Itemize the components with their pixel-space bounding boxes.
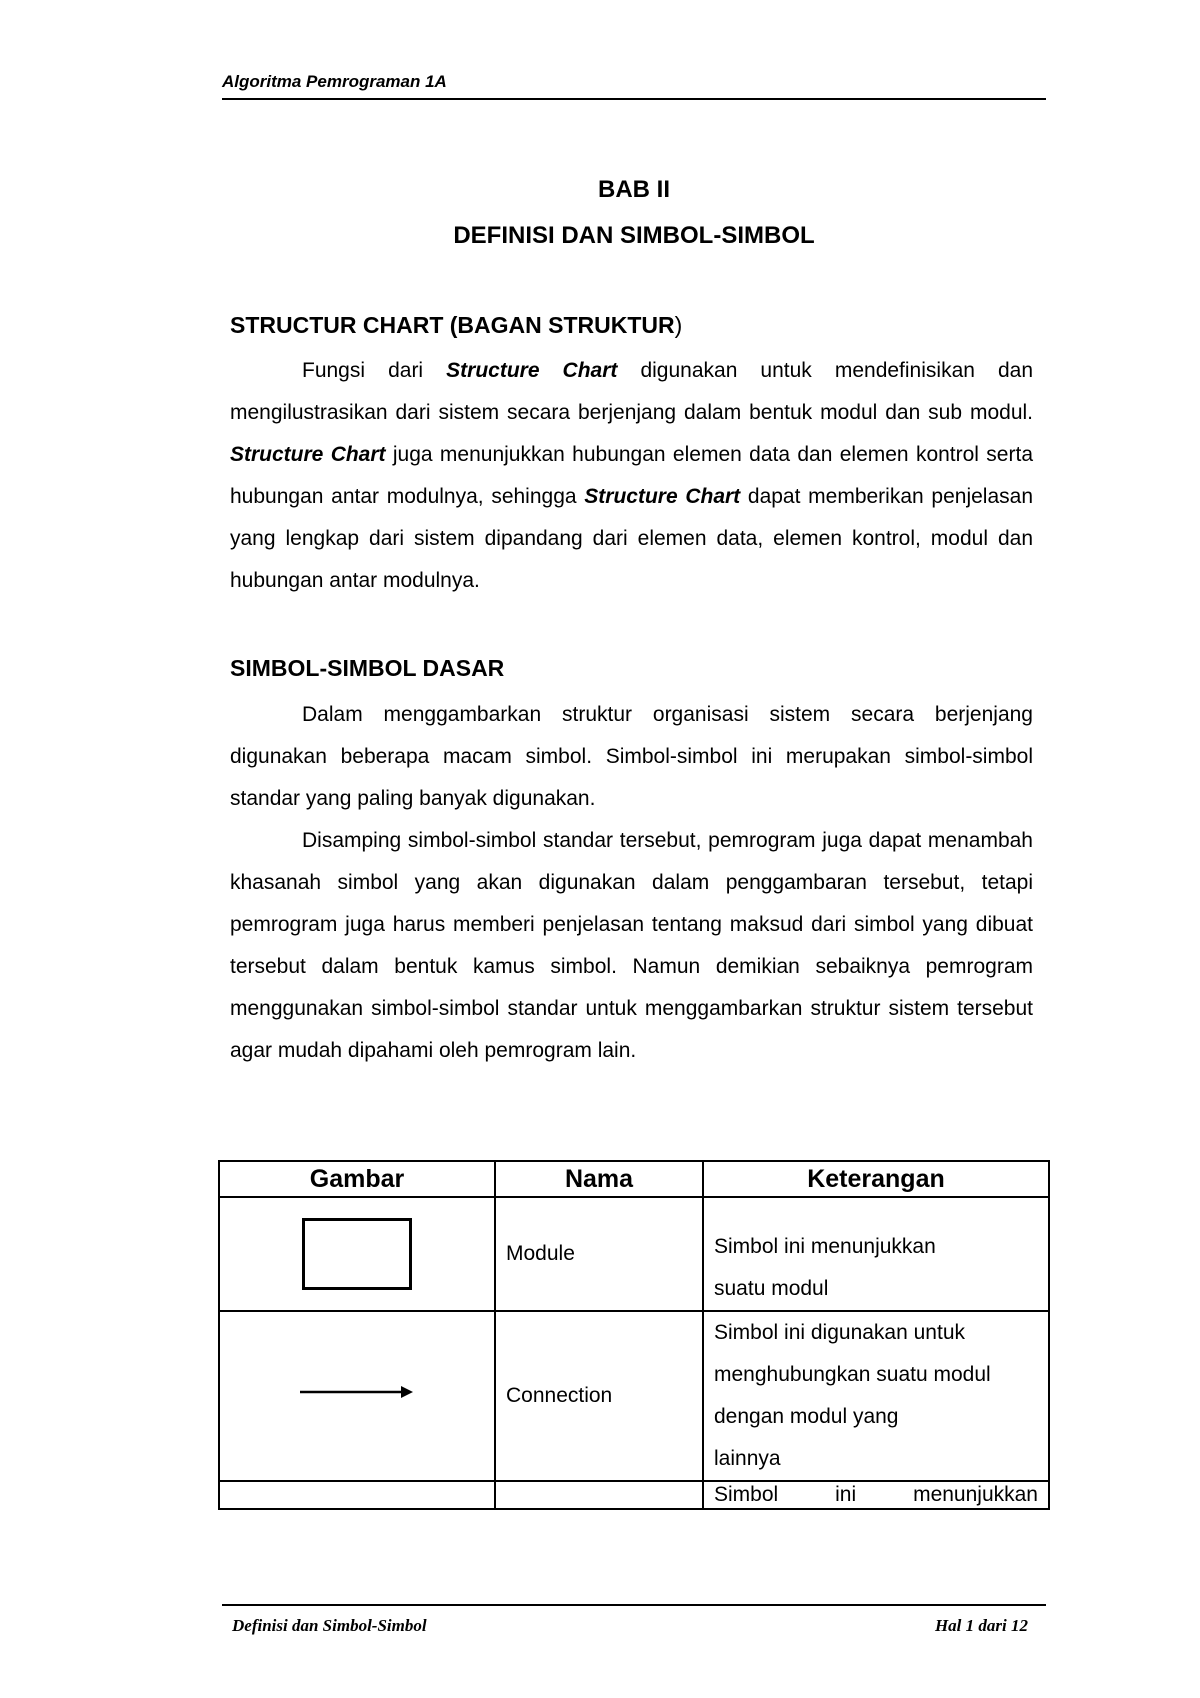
column-header-gambar: Gambar xyxy=(219,1161,495,1197)
section-heading-text: STRUCTUR CHART (BAGAN STRUKTUR xyxy=(230,312,675,338)
table-cell-empty xyxy=(495,1481,703,1509)
description-line: suatu modul xyxy=(714,1277,829,1300)
table-header-row xyxy=(219,1161,1049,1197)
chapter-title: DEFINISI DAN SIMBOL-SIMBOL xyxy=(453,222,815,249)
table-cell-name: Module xyxy=(495,1197,703,1311)
paragraph-simbol-dasar-1 xyxy=(230,694,1033,820)
column-header-nama: Nama xyxy=(495,1161,703,1197)
section-heading-simbol-dasar: SIMBOL-SIMBOL DASAR xyxy=(230,655,505,681)
table-row xyxy=(219,1481,1049,1509)
chapter-number: BAB II xyxy=(598,176,670,203)
description-line: lainnya xyxy=(714,1447,781,1470)
text-run: juga menunjukkan hubungan elemen data dan elemen kontrol serta hubungan antar modulnya, sehingga xyxy=(230,443,1033,508)
paragraph-simbol-dasar-2 xyxy=(230,820,1033,1072)
footer-page-number: Hal 1 dari 12 xyxy=(934,1616,1028,1635)
connection-arrow-icon xyxy=(297,1382,417,1402)
symbol-table xyxy=(218,1160,1050,1510)
table-cell-description xyxy=(703,1481,1049,1509)
module-rectangle-icon xyxy=(302,1218,412,1290)
emphasis-term: Structure Chart xyxy=(584,485,741,508)
table-row xyxy=(219,1311,1049,1481)
section-heading-paren: ) xyxy=(674,312,683,338)
description-line: dengan modul yang xyxy=(714,1405,899,1428)
table-cell-name: Connection xyxy=(495,1311,703,1481)
description-line: Simbol ini menunjukkan xyxy=(714,1235,936,1258)
paragraph-structure-chart xyxy=(230,350,1033,602)
text-run: dapat memberikan penjelasan yang lengkap dari sistem dipandang dari elemen data, elemen kontrol, modul dan hubungan antar modulnya. xyxy=(230,485,1033,592)
description-line: menghubungkan suatu modul xyxy=(714,1363,991,1386)
table-cell-empty xyxy=(219,1481,495,1509)
column-header-keterangan: Keterangan xyxy=(703,1161,1049,1197)
text-run: digunakan untuk mendefinisikan dan mengilustrasikan dari sistem secara berjenjang dalam bentuk modul dan sub modul. xyxy=(230,359,1034,424)
running-header: Algoritma Pemrograman 1A xyxy=(222,72,1046,100)
text-run: Fungsi dari xyxy=(302,359,447,382)
table-cell-description xyxy=(703,1197,1049,1311)
footer-chapter-title: Definisi dan Simbol-Simbol xyxy=(232,1616,427,1635)
running-footer xyxy=(222,1604,1046,1635)
emphasis-term: Structure Chart xyxy=(230,443,386,466)
table-row xyxy=(219,1197,1049,1311)
description-line: Simbol ini menunjukkan xyxy=(714,1483,1038,1506)
module-symbol-cell xyxy=(219,1197,495,1311)
table-cell-description xyxy=(703,1311,1049,1481)
text-run: Dalam menggambarkan struktur organisasi sistem secara berjenjang digunakan beberapa macam simbol. Simbol-simbol ini merupakan simbol-simbol standar yang paling banyak digunakan. xyxy=(230,703,1033,810)
text-run: Disamping simbol-simbol standar tersebut, pemrogram juga dapat menambah khasanah simbol yang akan digunakan dalam penggambaran tersebut, tetapi pemrogram juga harus memberi penjelasan tentang maksud dari simbol yang dibuat tersebut dalam bentuk kamus simbol. Namun demikian sebaiknya pemrogram menggunakan simbol-simbol standar untuk menggambarkan struktur sistem tersebut agar mudah dipahami oleh pemrogram lain. xyxy=(230,829,1033,1062)
emphasis-term: Structure Chart xyxy=(446,359,618,382)
section-heading-structure-chart xyxy=(230,312,682,339)
description-line: Simbol ini digunakan untuk xyxy=(714,1321,965,1344)
connection-symbol-cell xyxy=(219,1311,495,1481)
